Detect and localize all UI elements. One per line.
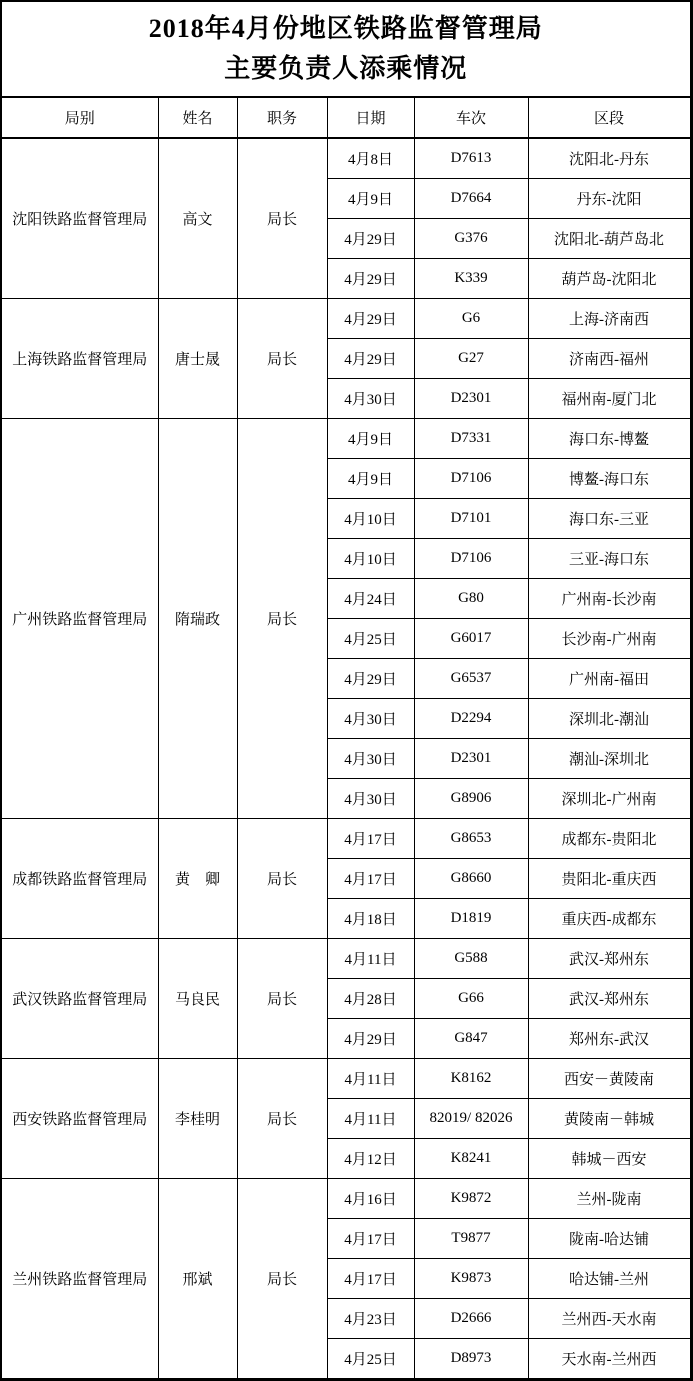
bureau-cell: 武汉铁路监督管理局 xyxy=(1,939,158,1059)
train-cell: G376 xyxy=(414,219,528,259)
section-cell: 武汉-郑州东 xyxy=(528,979,691,1019)
date-cell: 4月11日 xyxy=(327,939,414,979)
section-cell: 兰州西-天水南 xyxy=(528,1299,691,1339)
date-cell: 4月30日 xyxy=(327,379,414,419)
section-cell: 丹东-沈阳 xyxy=(528,179,691,219)
section-cell: 葫芦岛-沈阳北 xyxy=(528,259,691,299)
date-cell: 4月17日 xyxy=(327,819,414,859)
position-cell: 局长 xyxy=(237,1059,327,1179)
date-cell: 4月16日 xyxy=(327,1179,414,1219)
table-row xyxy=(1,299,691,339)
bureau-cell: 沈阳铁路监督管理局 xyxy=(1,138,158,299)
col-header-train: 车次 xyxy=(414,97,528,138)
col-header-section: 区段 xyxy=(528,97,691,138)
section-cell: 武汉-郑州东 xyxy=(528,939,691,979)
position-cell: 局长 xyxy=(237,299,327,419)
train-cell: D7664 xyxy=(414,179,528,219)
table-row xyxy=(1,1179,691,1219)
date-cell: 4月28日 xyxy=(327,979,414,1019)
table-row xyxy=(1,1059,691,1099)
date-cell: 4月11日 xyxy=(327,1059,414,1099)
col-header-bureau: 局别 xyxy=(1,97,158,138)
section-cell: 郑州东-武汉 xyxy=(528,1019,691,1059)
section-cell: 海口东-三亚 xyxy=(528,499,691,539)
train-cell: D2301 xyxy=(414,379,528,419)
train-cell: D7331 xyxy=(414,419,528,459)
date-cell: 4月9日 xyxy=(327,419,414,459)
section-cell: 济南西-福州 xyxy=(528,339,691,379)
train-cell: D2294 xyxy=(414,699,528,739)
train-cell: T9877 xyxy=(414,1219,528,1259)
section-cell: 贵阳北-重庆西 xyxy=(528,859,691,899)
train-cell: D2666 xyxy=(414,1299,528,1339)
date-cell: 4月29日 xyxy=(327,1019,414,1059)
report-title-line2: 主要负责人添乘情况 xyxy=(224,54,468,83)
table-row xyxy=(1,419,691,459)
date-cell: 4月29日 xyxy=(327,259,414,299)
col-header-date: 日期 xyxy=(327,97,414,138)
name-cell: 高文 xyxy=(158,138,237,299)
date-cell: 4月30日 xyxy=(327,739,414,779)
name-cell: 隋瑞政 xyxy=(158,419,237,819)
date-cell: 4月18日 xyxy=(327,899,414,939)
report-title-line1: 2018年4月份地区铁路监督管理局 xyxy=(148,14,543,43)
section-cell: 博鳌-海口东 xyxy=(528,459,691,499)
train-cell: D7106 xyxy=(414,459,528,499)
report-title xyxy=(1,1,691,97)
section-cell: 成都东-贵阳北 xyxy=(528,819,691,859)
date-cell: 4月8日 xyxy=(327,138,414,179)
date-cell: 4月12日 xyxy=(327,1139,414,1179)
date-cell: 4月17日 xyxy=(327,1219,414,1259)
name-cell: 马良民 xyxy=(158,939,237,1059)
section-cell: 广州南-长沙南 xyxy=(528,579,691,619)
header-row xyxy=(1,97,691,138)
section-cell: 深圳北-潮汕 xyxy=(528,699,691,739)
train-cell: D1819 xyxy=(414,899,528,939)
section-cell: 广州南-福田 xyxy=(528,659,691,699)
date-cell: 4月29日 xyxy=(327,299,414,339)
bureau-cell: 西安铁路监督管理局 xyxy=(1,1059,158,1179)
section-cell: 福州南-厦门北 xyxy=(528,379,691,419)
train-cell: D7101 xyxy=(414,499,528,539)
table-row xyxy=(1,819,691,859)
section-cell: 韩城－西安 xyxy=(528,1139,691,1179)
position-cell: 局长 xyxy=(237,419,327,819)
train-cell: K9873 xyxy=(414,1259,528,1299)
train-cell: G80 xyxy=(414,579,528,619)
date-cell: 4月29日 xyxy=(327,339,414,379)
position-cell: 局长 xyxy=(237,939,327,1059)
section-cell: 长沙南-广州南 xyxy=(528,619,691,659)
date-cell: 4月9日 xyxy=(327,459,414,499)
train-cell: G6 xyxy=(414,299,528,339)
section-cell: 重庆西-成都东 xyxy=(528,899,691,939)
train-cell: G8653 xyxy=(414,819,528,859)
date-cell: 4月24日 xyxy=(327,579,414,619)
train-cell: D7106 xyxy=(414,539,528,579)
table-body xyxy=(1,138,691,1380)
section-cell: 西安－黄陵南 xyxy=(528,1059,691,1099)
date-cell: 4月25日 xyxy=(327,619,414,659)
date-cell: 4月30日 xyxy=(327,779,414,819)
section-cell: 海口东-博鳌 xyxy=(528,419,691,459)
date-cell: 4月10日 xyxy=(327,539,414,579)
section-cell: 三亚-海口东 xyxy=(528,539,691,579)
train-cell: G6017 xyxy=(414,619,528,659)
bureau-cell: 成都铁路监督管理局 xyxy=(1,819,158,939)
table-row xyxy=(1,939,691,979)
train-cell: D2301 xyxy=(414,739,528,779)
train-cell: K9872 xyxy=(414,1179,528,1219)
date-cell: 4月23日 xyxy=(327,1299,414,1339)
section-cell: 沈阳北-葫芦岛北 xyxy=(528,219,691,259)
bureau-cell: 兰州铁路监督管理局 xyxy=(1,1179,158,1380)
section-cell: 陇南-哈达铺 xyxy=(528,1219,691,1259)
train-cell: D7613 xyxy=(414,138,528,179)
name-cell: 李桂明 xyxy=(158,1059,237,1179)
section-cell: 哈达铺-兰州 xyxy=(528,1259,691,1299)
section-cell: 上海-济南西 xyxy=(528,299,691,339)
section-cell: 沈阳北-丹东 xyxy=(528,138,691,179)
train-cell: G847 xyxy=(414,1019,528,1059)
position-cell: 局长 xyxy=(237,819,327,939)
train-cell: G6537 xyxy=(414,659,528,699)
position-cell: 局长 xyxy=(237,1179,327,1380)
section-cell: 深圳北-广州南 xyxy=(528,779,691,819)
col-header-position: 职务 xyxy=(237,97,327,138)
date-cell: 4月30日 xyxy=(327,699,414,739)
title-row xyxy=(1,1,691,97)
date-cell: 4月17日 xyxy=(327,859,414,899)
name-cell: 邢斌 xyxy=(158,1179,237,1380)
date-cell: 4月10日 xyxy=(327,499,414,539)
col-header-name: 姓名 xyxy=(158,97,237,138)
bureau-cell: 广州铁路监督管理局 xyxy=(1,419,158,819)
table-row xyxy=(1,138,691,179)
train-cell: K8162 xyxy=(414,1059,528,1099)
date-cell: 4月29日 xyxy=(327,659,414,699)
date-cell: 4月9日 xyxy=(327,179,414,219)
section-cell: 黄陵南－韩城 xyxy=(528,1099,691,1139)
train-cell: K339 xyxy=(414,259,528,299)
bureau-cell: 上海铁路监督管理局 xyxy=(1,299,158,419)
section-cell: 兰州-陇南 xyxy=(528,1179,691,1219)
train-cell: G66 xyxy=(414,979,528,1019)
name-cell: 黄 卿 xyxy=(158,819,237,939)
train-cell: G588 xyxy=(414,939,528,979)
name-cell: 唐士晟 xyxy=(158,299,237,419)
section-cell: 天水南-兰州西 xyxy=(528,1339,691,1380)
position-cell: 局长 xyxy=(237,138,327,299)
train-cell: G27 xyxy=(414,339,528,379)
train-cell: G8906 xyxy=(414,779,528,819)
train-cell: 82019/ 82026 xyxy=(414,1099,528,1139)
train-cell: D8973 xyxy=(414,1339,528,1380)
train-cell: K8241 xyxy=(414,1139,528,1179)
date-cell: 4月17日 xyxy=(327,1259,414,1299)
train-cell: G8660 xyxy=(414,859,528,899)
date-cell: 4月11日 xyxy=(327,1099,414,1139)
date-cell: 4月29日 xyxy=(327,219,414,259)
date-cell: 4月25日 xyxy=(327,1339,414,1380)
section-cell: 潮汕-深圳北 xyxy=(528,739,691,779)
